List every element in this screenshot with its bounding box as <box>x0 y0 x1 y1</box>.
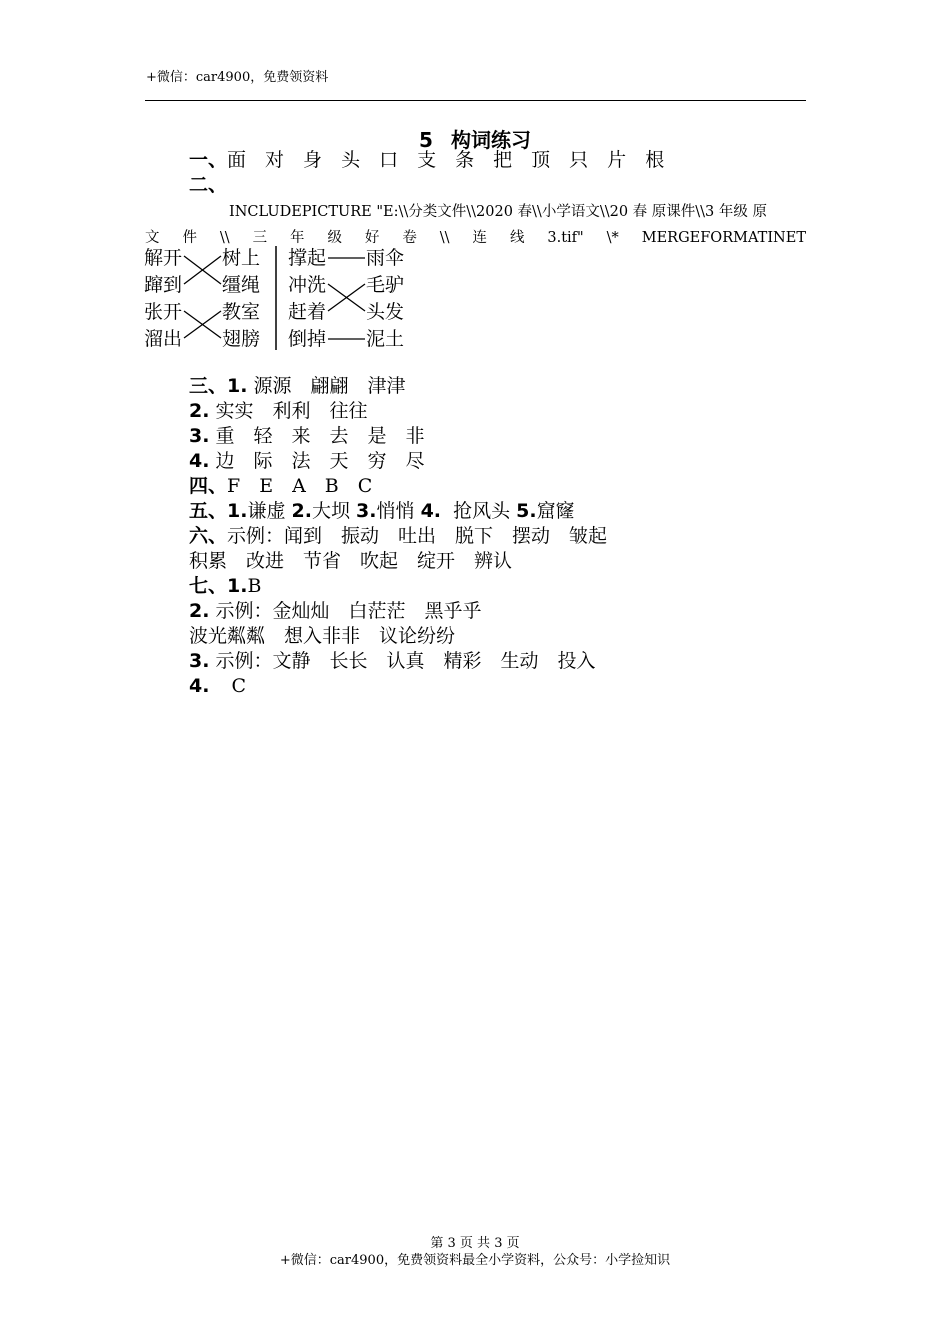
section-3-row <box>189 374 406 398</box>
section-3-row <box>189 424 425 448</box>
row-text: 波光粼粼 想入非非 议论纷纷 <box>189 625 456 647</box>
item-text: 谦虚 <box>247 500 286 522</box>
include-token: 年 <box>290 230 305 246</box>
row-text: B <box>247 575 262 597</box>
row-text: 示例：文静 长长 认真 精彩 生动 投入 <box>215 650 596 672</box>
section-7 <box>189 574 261 598</box>
section-3-label: 三、 <box>189 375 228 397</box>
include-token: 级 <box>327 230 342 246</box>
section-6-line-1: 示例：闻到 振动 吐出 脱下 摆动 皱起 <box>227 525 608 547</box>
section-2 <box>189 173 227 197</box>
include-token: MERGEFORMATINET <box>641 230 806 246</box>
section-6 <box>189 524 607 548</box>
match-right-b: 头发 <box>366 301 405 323</box>
section-7-label: 七、 <box>189 575 228 597</box>
s1-item: 只 <box>569 149 589 171</box>
s1-item: 身 <box>303 149 323 171</box>
match-right-a: 翅膀 <box>222 328 261 350</box>
row-number: 4. <box>189 675 210 697</box>
row-number: 3. <box>189 650 210 672</box>
row-number: 2. <box>189 400 210 422</box>
row-number: 1. <box>227 575 248 597</box>
page-header: +微信：car4900，免费领资料 <box>146 70 329 85</box>
item-number: 1. <box>227 500 248 522</box>
s1-item: 顶 <box>531 149 551 171</box>
include-picture-field <box>145 199 806 251</box>
section-7-row <box>189 649 596 673</box>
match-left-a: 张开 <box>144 301 183 323</box>
section-4 <box>189 474 372 498</box>
matching-figure <box>144 246 414 354</box>
match-left-a: 溜出 <box>144 328 183 350</box>
section-6-cont <box>189 549 512 573</box>
include-token: 好 <box>364 230 380 246</box>
match-right-a: 教室 <box>222 301 261 323</box>
row-text: 源源 翩翩 津津 <box>253 375 406 397</box>
row-text: 边 际 法 天 穷 尽 <box>215 450 425 472</box>
include-token: 三 <box>252 230 268 246</box>
title-number: 5 <box>419 128 433 152</box>
row-text: 重 轻 来 去 是 非 <box>215 425 425 447</box>
include-token: 线 <box>509 230 525 246</box>
match-left-b: 赶着 <box>288 301 327 323</box>
include-token: \* <box>606 230 619 246</box>
include-token: 文 <box>145 230 160 246</box>
header-rule <box>145 100 806 101</box>
section-2-label: 二、 <box>189 174 228 196</box>
s1-item: 面 <box>227 149 247 171</box>
match-left-b: 倒掉 <box>288 328 327 350</box>
s1-item: 头 <box>341 149 361 171</box>
item-text: 窟窿 <box>536 500 575 522</box>
include-token: \\ <box>219 230 230 246</box>
section-5-label: 五、 <box>189 500 228 522</box>
section-6-label: 六、 <box>189 525 228 547</box>
include-token: 3.tif" <box>547 230 584 246</box>
section-7-row <box>189 599 482 623</box>
row-text: 实实 利利 往往 <box>215 400 368 422</box>
footer-note: +微信：car4900，免费领资料最全小学资料，公众号：小学捡知识 <box>279 1253 671 1268</box>
section-1 <box>189 148 683 172</box>
s1-item: 条 <box>455 149 475 171</box>
item-text: 悄悄 <box>376 500 415 522</box>
section-1-label: 一、 <box>189 149 228 171</box>
section-7-row <box>189 624 455 648</box>
section-3-row <box>189 449 425 473</box>
include-line-1: INCLUDEPICTURE "E:\\分类文件\\2020 春\\小学语文\\20 春 原课件\\3 年级 原 <box>229 204 767 220</box>
s1-item: 支 <box>417 149 437 171</box>
match-right-b: 毛驴 <box>366 274 405 296</box>
match-left-b: 冲洗 <box>288 274 327 296</box>
section-3-row <box>189 399 368 423</box>
row-number: 1. <box>227 375 248 397</box>
item-text: 大坝 <box>311 500 350 522</box>
item-number: 2. <box>291 500 312 522</box>
include-token: 卷 <box>402 230 417 246</box>
s1-item: 对 <box>265 149 285 171</box>
section-5 <box>189 499 575 523</box>
title-text: 构词练习 <box>450 128 531 152</box>
row-number: 2. <box>189 600 210 622</box>
s1-item: 根 <box>645 149 665 171</box>
item-number: 5. <box>516 500 537 522</box>
section-4-label: 四、 <box>189 475 228 497</box>
row-text: 示例：金灿灿 白茫茫 黑乎乎 <box>215 600 482 622</box>
match-left-a: 蹿到 <box>144 274 183 296</box>
include-token: 连 <box>472 230 487 246</box>
s1-item: 把 <box>493 149 513 171</box>
matching-lines <box>144 246 414 354</box>
section-6-line-2: 积累 改进 节省 吹起 绽开 辨认 <box>189 550 513 572</box>
section-7-row <box>189 674 246 698</box>
row-text: C <box>231 675 246 697</box>
match-left-b: 撑起 <box>288 247 327 269</box>
item-text: 抢风头 <box>453 500 511 522</box>
page-number: 第 3 页 共 3 页 <box>430 1236 520 1251</box>
item-number: 3. <box>356 500 377 522</box>
match-left-a: 解开 <box>144 247 183 269</box>
match-right-b: 泥土 <box>366 328 405 350</box>
row-number: 3. <box>189 425 210 447</box>
match-right-b: 雨伞 <box>366 247 405 269</box>
match-right-a: 树上 <box>222 247 261 269</box>
item-number: 4. <box>420 500 442 522</box>
include-token: 件 <box>182 230 197 246</box>
match-right-a: 缰绳 <box>222 274 261 296</box>
s1-item: 片 <box>607 149 627 171</box>
section-4-answer: F E A B C <box>227 475 373 497</box>
s1-item: 口 <box>379 149 399 171</box>
include-token: \\ <box>439 230 450 246</box>
row-number: 4. <box>189 450 210 472</box>
